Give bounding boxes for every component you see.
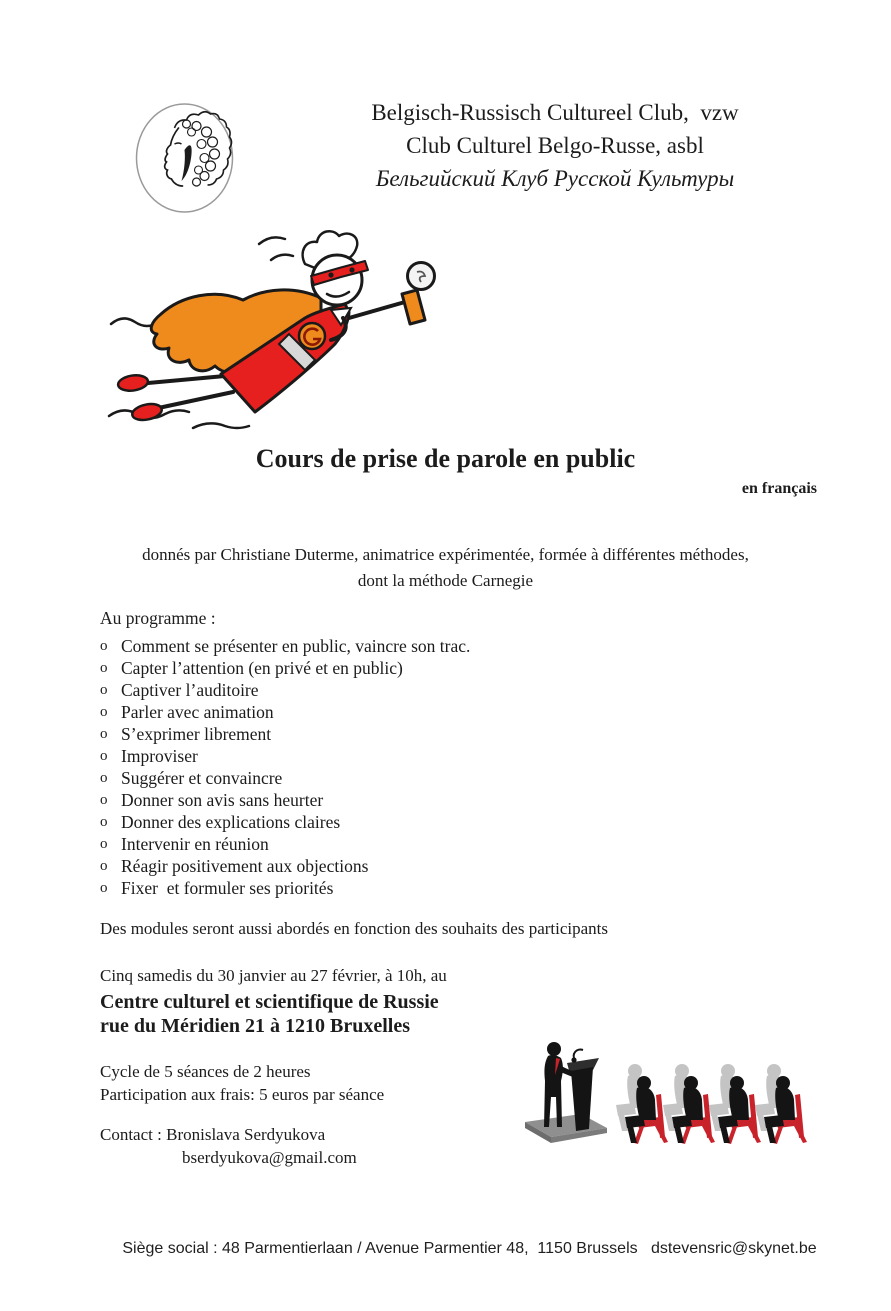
program-list: [100, 635, 660, 899]
program-item-text: Fixer et formuler ses priorités: [121, 878, 334, 898]
bullet-marker: o: [100, 770, 108, 786]
head: [311, 255, 368, 305]
program-item-text: Parler avec animation: [121, 702, 274, 722]
bullet-marker: o: [100, 726, 108, 742]
program-item: [100, 833, 660, 855]
org-name-dutch: Belgisch-Russisch Cultureel Club, vzw: [371, 100, 739, 125]
bullet-marker: o: [100, 704, 108, 720]
chest-emblem: [299, 323, 325, 349]
program-item: [100, 657, 660, 679]
footer-address: Siège social : 48 Parmentierlaan / Avenue Parmentier 48, 1150 Brussels dstevensric@skynet.be: [122, 1240, 817, 1257]
schedule-section: [100, 965, 447, 1038]
program-item-text: Réagir positivement aux objections: [121, 856, 369, 876]
bullet-marker: o: [100, 660, 108, 676]
venue-name: Centre culturel et scientifique de Russie: [100, 991, 439, 1013]
intro-line-1: donnés par Christiane Duterme, animatrice expérimentée, formée à différentes méthodes,: [142, 545, 749, 564]
language-note: en français: [741, 480, 817, 497]
venue-address: rue du Méridien 21 à 1210 Bruxelles: [100, 1015, 410, 1037]
cycle-info: Cycle de 5 séances de 2 heures: [100, 1062, 311, 1081]
speaker-platform: [525, 1114, 607, 1143]
program-item: [100, 855, 660, 877]
audience-silhouettes: [616, 1064, 807, 1144]
course-title: Cours de prise de parole en public: [255, 444, 636, 473]
program-item-text: Donner des explications claires: [121, 812, 341, 832]
speaker-audience-icon: [523, 1037, 808, 1150]
fee-info: Participation aux frais: 5 euros par séance: [100, 1085, 385, 1104]
pushkin-portrait-icon: [134, 102, 235, 214]
contact-section: [100, 1123, 357, 1169]
bullet-marker: o: [100, 836, 108, 852]
program-item-text: Comment se présenter en public, vaincre son trac.: [121, 636, 471, 656]
org-header: [255, 96, 855, 195]
program-item-text: Captiver l’auditoire: [121, 680, 259, 700]
instructor-intro: [0, 542, 891, 594]
program-item-text: Donner son avis sans heurter: [121, 790, 324, 810]
bullet-marker: o: [100, 880, 108, 896]
legs: [117, 373, 233, 422]
program-item: [100, 789, 660, 811]
program-section: [100, 607, 660, 899]
extended-arm: [349, 302, 405, 318]
program-item-text: Capter l’attention (en privé et en public): [121, 658, 403, 678]
org-name-french: Club Culturel Belgo-Russe, asbl: [406, 133, 704, 158]
program-item: [100, 679, 660, 701]
program-item: [100, 635, 660, 657]
contact-name: Contact : Bronislava Serdyukova: [100, 1125, 326, 1144]
program-item-text: Improviser: [121, 746, 198, 766]
bullet-marker: o: [100, 792, 108, 808]
program-item: [100, 767, 660, 789]
program-item: [100, 723, 660, 745]
program-item: [100, 811, 660, 833]
intro-line-2: dont la méthode Carnegie: [357, 571, 534, 590]
superhero-illustration: [107, 226, 452, 441]
bullet-marker: o: [100, 814, 108, 830]
org-name-russian: Бельгийский Клуб Русской Культуры: [375, 166, 735, 191]
bullet-marker: o: [100, 748, 108, 764]
course-details: [100, 1060, 384, 1106]
contact-email: bserdyukova@gmail.com: [182, 1148, 357, 1167]
schedule-dates: Cinq samedis du 30 janvier au 27 février, à 10h, au: [100, 966, 447, 985]
microphone-icon: [402, 263, 435, 325]
flying-superhero-icon: [107, 226, 452, 441]
modules-note: Des modules seront aussi abordés en fonction des souhaits des participants: [100, 919, 609, 938]
program-item: [100, 745, 660, 767]
bullet-marker: o: [100, 858, 108, 874]
speaker-silhouette: [544, 1042, 575, 1127]
program-item: [100, 877, 660, 899]
program-item-text: S’exprimer librement: [121, 724, 272, 744]
program-item-text: Suggérer et convaincre: [121, 768, 283, 788]
program-heading: Au programme :: [100, 608, 216, 628]
club-logo: [134, 102, 235, 214]
bullet-marker: o: [100, 682, 108, 698]
bullet-marker: o: [100, 638, 108, 654]
program-item: [100, 701, 660, 723]
program-item-text: Intervenir en réunion: [121, 834, 269, 854]
speaker-audience-illustration: [523, 1037, 808, 1150]
